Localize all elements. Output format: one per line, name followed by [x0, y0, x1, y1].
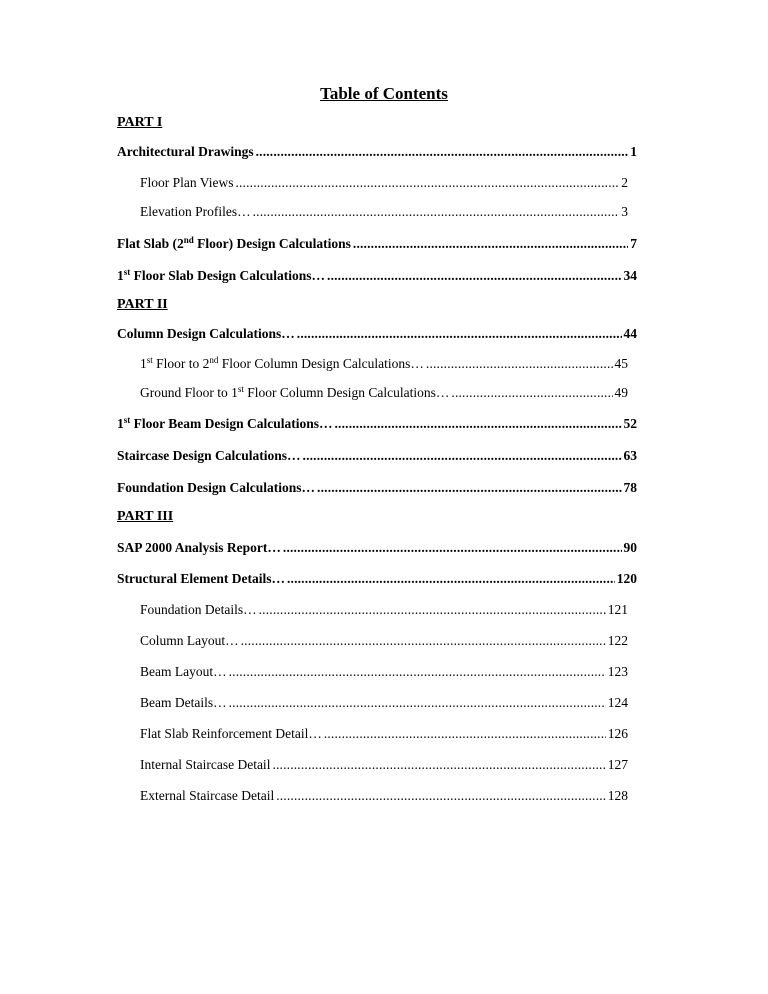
- toc-entry-label: Structural Element Details…: [117, 571, 285, 586]
- toc-entry-label: Staircase Design Calculations…: [117, 448, 301, 463]
- toc-entry-page: 127: [607, 757, 628, 772]
- toc-entry-page: 126: [607, 726, 628, 741]
- page-title: Table of Contents: [320, 84, 448, 103]
- toc-entry-label: Beam Layout…: [140, 664, 227, 679]
- dot-leader: [451, 385, 612, 401]
- toc-entry-label: 1st Floor Slab Design Calculations…: [117, 267, 326, 283]
- toc-entry-column-ground-to-1st[interactable]: [140, 385, 628, 401]
- dot-leader: [235, 175, 619, 191]
- toc-entry-first-floor-beam[interactable]: [117, 416, 637, 432]
- toc-entry-page: 78: [623, 480, 637, 495]
- part-2-heading: PART II: [117, 297, 168, 312]
- toc-entry-label: Column Layout…: [140, 633, 239, 648]
- toc-entry-label: SAP 2000 Analysis Report…: [117, 540, 281, 555]
- toc-entry-page: 1: [630, 144, 637, 159]
- dot-leader: [283, 540, 622, 556]
- toc-entry-page: 3: [621, 204, 628, 219]
- dot-leader: [272, 757, 605, 773]
- toc-entry-label: Elevation Profiles…: [140, 204, 251, 219]
- toc-entry-foundation-design[interactable]: [117, 480, 637, 496]
- dot-leader: [324, 726, 606, 742]
- toc-entry-page: 49: [614, 385, 628, 400]
- toc-entry-elevation-profiles[interactable]: [140, 204, 628, 220]
- toc-entry-label: 1st Floor Beam Design Calculations…: [117, 415, 333, 431]
- toc-entry-page: 44: [623, 326, 637, 341]
- toc-entry-structural-element-details[interactable]: [117, 571, 637, 587]
- toc-entry-staircase-design[interactable]: [117, 448, 637, 464]
- toc-entry-page: 7: [630, 236, 637, 251]
- toc-entry-label: Floor Plan Views: [140, 175, 234, 190]
- dot-leader: [327, 268, 621, 284]
- toc-entry-flat-slab-reinforcement[interactable]: [140, 726, 628, 742]
- toc-entry-label: Architectural Drawings: [117, 144, 254, 159]
- toc-entry-label: Beam Details…: [140, 695, 227, 710]
- toc-entry-internal-staircase[interactable]: [140, 757, 628, 773]
- toc-entry-label: Internal Staircase Detail: [140, 757, 271, 772]
- toc-entry-page: 34: [623, 268, 637, 283]
- toc-entry-page: 124: [607, 695, 628, 710]
- toc-entry-first-floor-slab[interactable]: [117, 268, 637, 284]
- dot-leader: [297, 326, 622, 342]
- dot-leader: [303, 448, 622, 464]
- toc-entry-page: 90: [623, 540, 637, 555]
- dot-leader: [426, 356, 613, 372]
- dot-leader: [229, 664, 606, 680]
- toc-entry-sap-2000-report[interactable]: [117, 540, 637, 556]
- dot-leader: [241, 633, 606, 649]
- dot-leader: [317, 480, 621, 496]
- toc-entry-page: 52: [623, 416, 637, 431]
- toc-entry-label: Foundation Details…: [140, 602, 257, 617]
- toc-entry-label: External Staircase Detail: [140, 788, 275, 803]
- dot-leader: [229, 695, 606, 711]
- toc-entry-label: Flat Slab (2nd Floor) Design Calculations: [117, 235, 351, 251]
- dot-leader: [287, 571, 615, 587]
- toc-entry-floor-plan-views[interactable]: [140, 175, 628, 191]
- dot-leader: [353, 236, 628, 252]
- toc-entry-page: 63: [623, 448, 637, 463]
- part-1-heading: PART I: [117, 115, 163, 130]
- toc-entry-label: Foundation Design Calculations…: [117, 480, 316, 495]
- toc-entry-label: Column Design Calculations…: [117, 326, 295, 341]
- toc-entry-foundation-details[interactable]: [140, 602, 628, 618]
- toc-entry-page: 122: [607, 633, 628, 648]
- toc-entry-label: Ground Floor to 1st Floor Column Design Calculations…: [140, 384, 450, 400]
- dot-leader: [259, 602, 606, 618]
- toc-entry-column-1st-to-2nd[interactable]: [140, 356, 628, 372]
- toc-entry-column-layout[interactable]: [140, 633, 628, 649]
- toc-entry-page: 123: [607, 664, 628, 679]
- toc-entry-beam-layout[interactable]: [140, 664, 628, 680]
- dot-leader: [276, 788, 606, 804]
- toc-entry-architectural-drawings[interactable]: [117, 144, 637, 160]
- toc-entry-column-design[interactable]: [117, 326, 637, 342]
- toc-entry-page: 2: [621, 175, 628, 190]
- toc-entry-page: 121: [607, 602, 628, 617]
- toc-entry-page: 128: [607, 788, 628, 803]
- toc-entry-page: 120: [616, 571, 637, 586]
- dot-leader: [253, 204, 620, 220]
- toc-entry-flat-slab-design[interactable]: [117, 236, 637, 252]
- toc-entry-label: 1st Floor to 2nd Floor Column Design Calculations…: [140, 355, 424, 371]
- toc-entry-page: 45: [614, 356, 628, 371]
- part-3-heading: PART III: [117, 509, 174, 524]
- toc-entry-external-staircase[interactable]: [140, 788, 628, 804]
- toc-entry-label: Flat Slab Reinforcement Detail…: [140, 726, 322, 741]
- dot-leader: [256, 144, 629, 160]
- toc-entry-beam-details[interactable]: [140, 695, 628, 711]
- dot-leader: [335, 416, 622, 432]
